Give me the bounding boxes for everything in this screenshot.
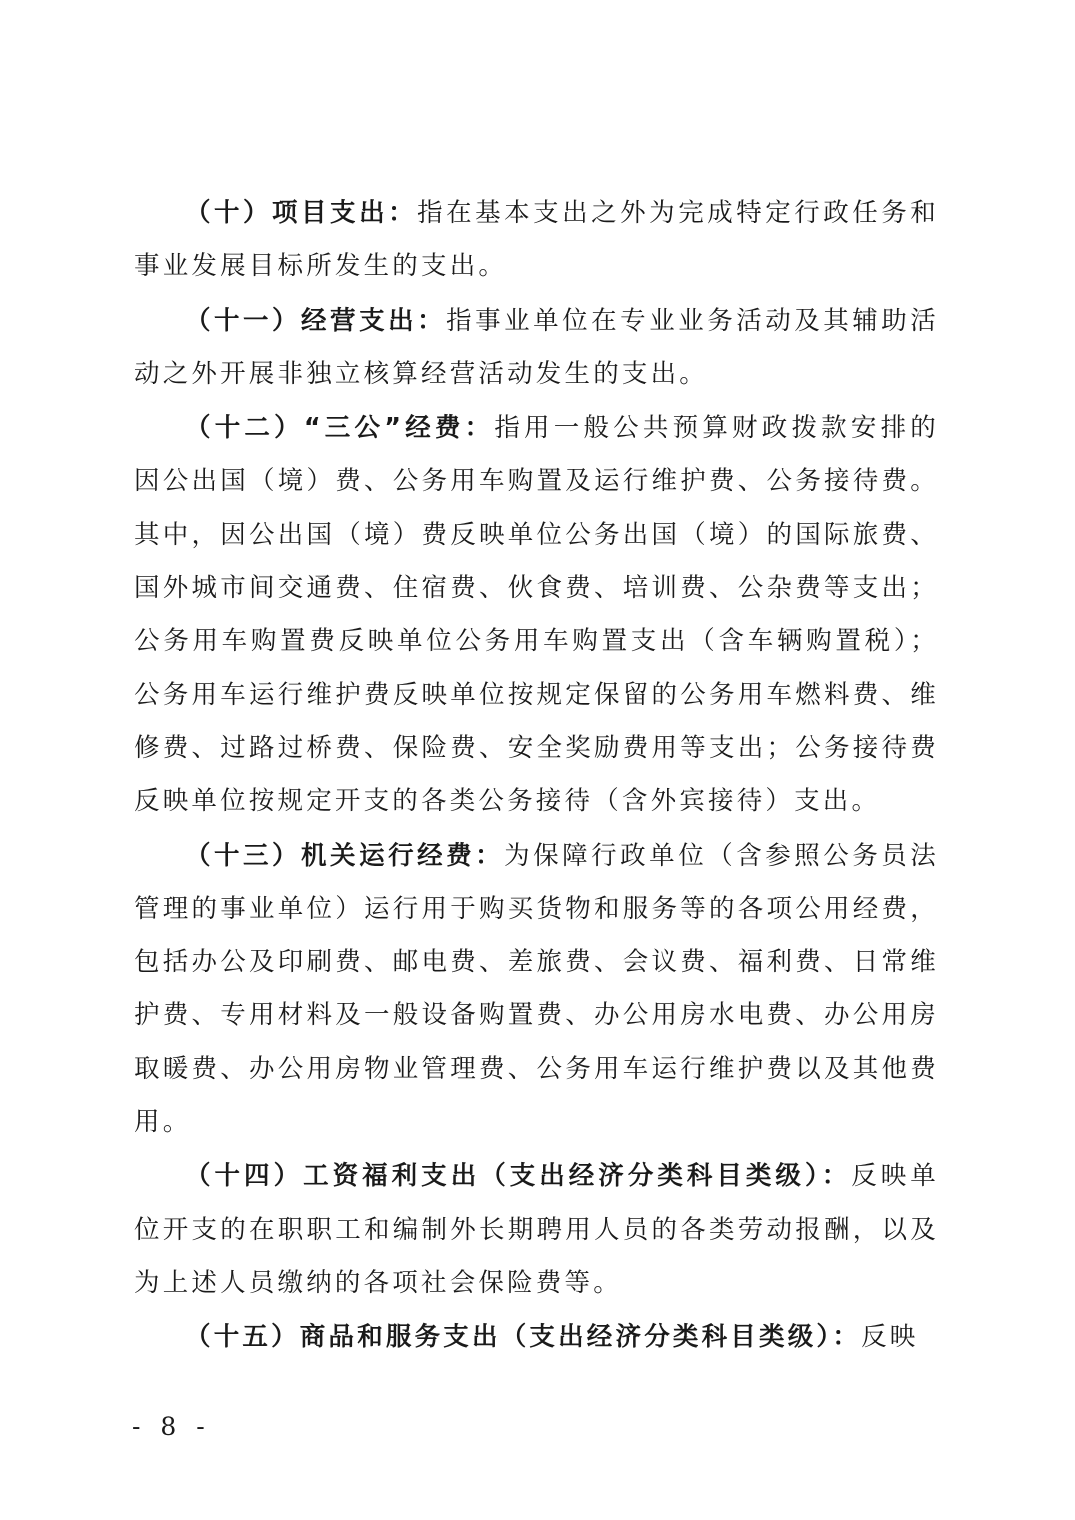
definition-text: 指用一般公共预算财政拨款安排的因公出国（境）费、公务用车购置及运行维护费、公务接待费。其中，因公出国（境）费反映单位公务出国（境）的国际旅费、国外城市间交通费、住宿费、伙食费、培训费、公杂费等支出；公务用车购置费反映单位公务用车购置支出（含车辆购置税）；公务用车运行维护费反映单位按规定保留的公务用车燃料费、维修费、过路过桥费、保险费、安全奖励费用等支出；公务接待费反映单位按规定开支的各类公务接待（含外宾接待）支出。 bbox=[134, 413, 939, 817]
term-label: （十二）“三公”经费： bbox=[185, 413, 495, 444]
definition-text: 指在基本支出之外为完成特定行政任务和事业发展目标所发生的支出。 bbox=[134, 198, 939, 282]
paragraph-three-public-expenses bbox=[134, 402, 939, 828]
paragraph-office-operating-expenses bbox=[134, 830, 939, 1150]
paragraph-wage-welfare-expenditure bbox=[134, 1150, 939, 1310]
document-body bbox=[134, 187, 939, 1366]
term-label: （十四）工资福利支出（支出经济分类科目类级）： bbox=[185, 1161, 852, 1192]
definition-text: 为保障行政单位（含参照公务员法管理的事业单位）运行用于购买货物和服务等的各项公用经费，包括办公及印刷费、邮电费、差旅费、会议费、福利费、日常维护费、专用材料及一般设备购置费、办公用房水电费、办公用房取暖费、办公用房物业管理费、公务用车运行维护费以及其他费用。 bbox=[134, 840, 939, 1138]
definition-text: 指事业单位在专业业务活动及其辅助活动之外开展非独立核算经营活动发生的支出。 bbox=[134, 305, 939, 389]
term-label: （十）项目支出： bbox=[185, 198, 418, 228]
paragraph-goods-services-expenditure bbox=[134, 1311, 939, 1364]
definition-text: 反映单位开支的在职职工和编制外长期聘用人员的各类劳动报酬，以及为上述人员缴纳的各项社会保险费等。 bbox=[134, 1161, 939, 1298]
definition-text: 反映 bbox=[861, 1322, 919, 1353]
term-label: （十一）经营支出： bbox=[185, 305, 447, 336]
page-number: - 8 - bbox=[132, 1412, 211, 1441]
paragraph-project-expenditure bbox=[134, 187, 939, 294]
term-label: （十五）商品和服务支出（支出经济分类科目类级）： bbox=[185, 1322, 862, 1353]
paragraph-operating-expenditure bbox=[134, 295, 939, 402]
term-label: （十三）机关运行经费： bbox=[185, 840, 505, 871]
